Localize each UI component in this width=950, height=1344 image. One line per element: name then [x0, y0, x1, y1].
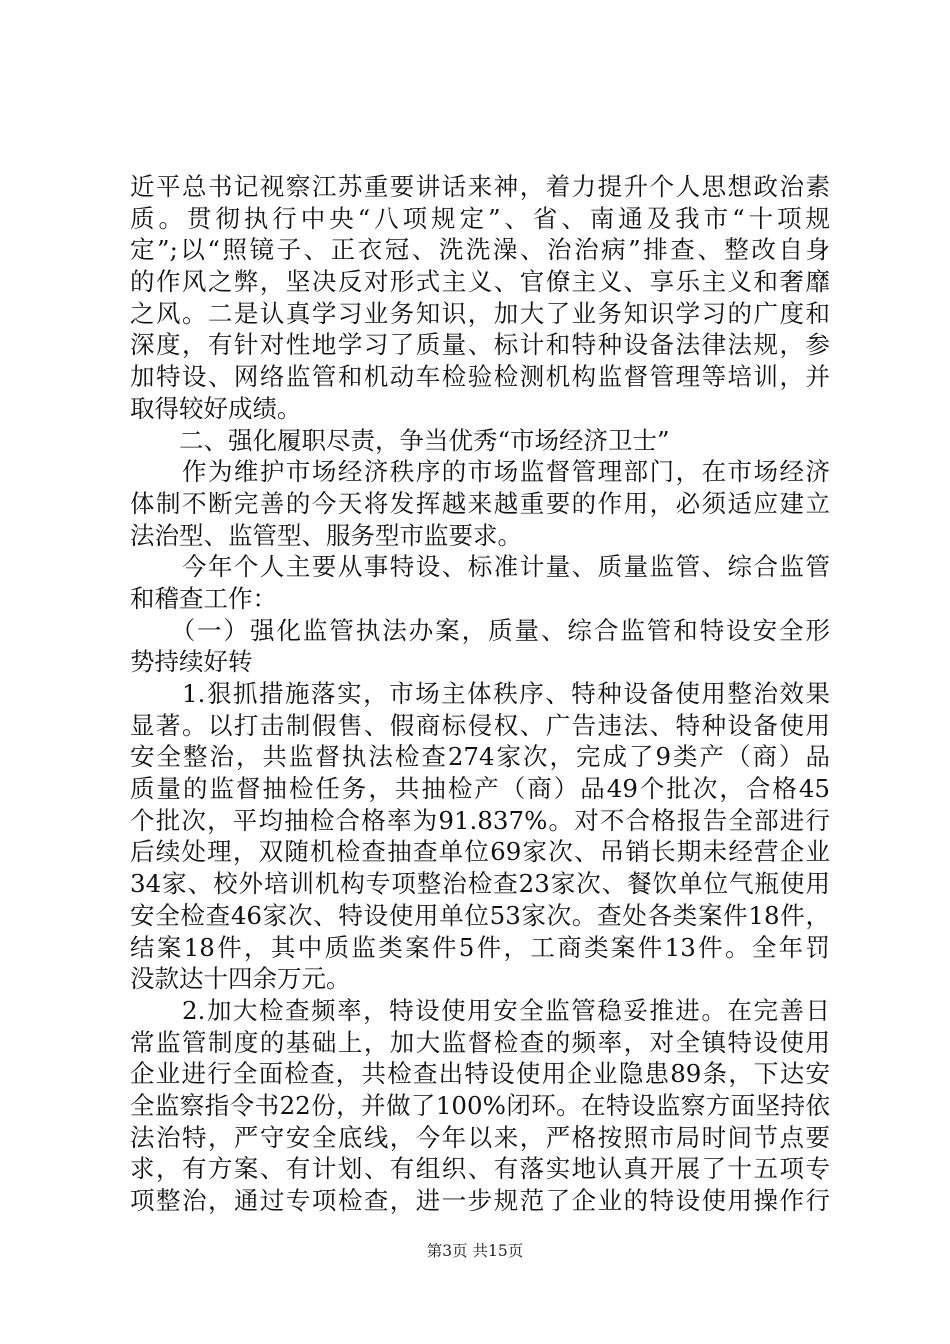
- text-line: 34家、校外培训机构专项整治检查23家次、餐饮单位气瓶使用: [130, 869, 830, 899]
- text-line: 深度，有针对性地学习了质量、标计和特种设备法律法规，参: [130, 330, 830, 360]
- text-line: 和稽查工作：: [130, 583, 277, 613]
- text-line: 近平总书记视察江苏重要讲话来神，着力提升个人思想政治素: [130, 172, 830, 201]
- text-line: 安全整治，共监督执法检查274家次，完成了9类产（商）品: [130, 742, 830, 772]
- text-line: 法治特，严守安全底线，今年以来，严格按照市局时间节点要: [130, 1122, 830, 1152]
- text-line: 定”;以“照镜子、正衣冠、洗洗澡、治治病”排查、整改自身: [130, 235, 830, 265]
- text-line: 全监察指令书22份，并做了100%闭环。在特设监察方面坚持依: [130, 1090, 830, 1120]
- text-line: 法治型、监管型、服务型市监要求。: [130, 520, 522, 550]
- page-footer: 第3页 共15页: [426, 1242, 524, 1260]
- text-line: 没款达十四余万元。: [130, 964, 351, 994]
- body-text: [130, 171, 830, 1217]
- text-line: （一）强化监管执法办案，质量、综合监管和特设安全形: [130, 615, 830, 645]
- text-line: 显著。以打击制假售、假商标侵权、广告违法、特种设备使用: [130, 710, 830, 740]
- text-line: 取得较好成绩。: [130, 393, 302, 423]
- text-line: 2.加大检查频率，特设使用安全监管稳妥推进。在完善日: [130, 995, 830, 1025]
- text-line: 的作风之弊，坚决反对形式主义、官僚主义、享乐主义和奢靡: [130, 267, 830, 297]
- text-line: 安全检查46家次、特设使用单位53家次。查处各类案件18件，: [130, 900, 830, 930]
- text-line: 二、强化履职尽责，争当优秀“市场经济卫士”: [130, 425, 670, 455]
- text-line: 今年个人主要从事特设、标准计量、质量监管、综合监管: [130, 552, 830, 582]
- text-line: 之风。二是认真学习业务知识，加大了业务知识学习的广度和: [130, 298, 830, 328]
- text-line: 加特设、网络监管和机动车检验检测机构监督管理等培训，并: [130, 362, 830, 392]
- text-line: 质量的监督抽检任务，共抽检产（商）品49个批次，合格45: [130, 774, 830, 804]
- text-line: 求，有方案、有计划、有组织、有落实地认真开展了十五项专: [130, 1154, 830, 1184]
- text-line: 企业进行全面检查，共检查出特设使用企业隐患89条，下达安: [130, 1059, 830, 1089]
- text-line: 质。贯彻执行中央“八项规定”、省、南通及我市“十项规: [130, 203, 830, 233]
- text-line: 常监管制度的基础上，加大监督检查的频率，对全镇特设使用: [130, 1027, 830, 1057]
- text-line: 个批次，平均抽检合格率为91.837%。对不合格报告全部进行: [130, 805, 830, 835]
- text-line: 项整治，通过专项检查，进一步规范了企业的特设使用操作行: [130, 1186, 830, 1215]
- text-line: 体制不断完善的今天将发挥越来越重要的作用，必须适应建立: [130, 488, 830, 518]
- text-line: 作为维护市场经济秩序的市场监督管理部门，在市场经济: [130, 457, 830, 487]
- text-line: 后续处理，双随机检查抽查单位69家次、吊销长期未经营企业: [130, 837, 830, 867]
- text-line: 结案18件，其中质监类案件5件，工商类案件13件。全年罚: [130, 932, 830, 962]
- text-line: 1.狠抓措施落实，市场主体秩序、特种设备使用整治效果: [130, 679, 830, 708]
- text-line: 势持续好转: [130, 647, 253, 677]
